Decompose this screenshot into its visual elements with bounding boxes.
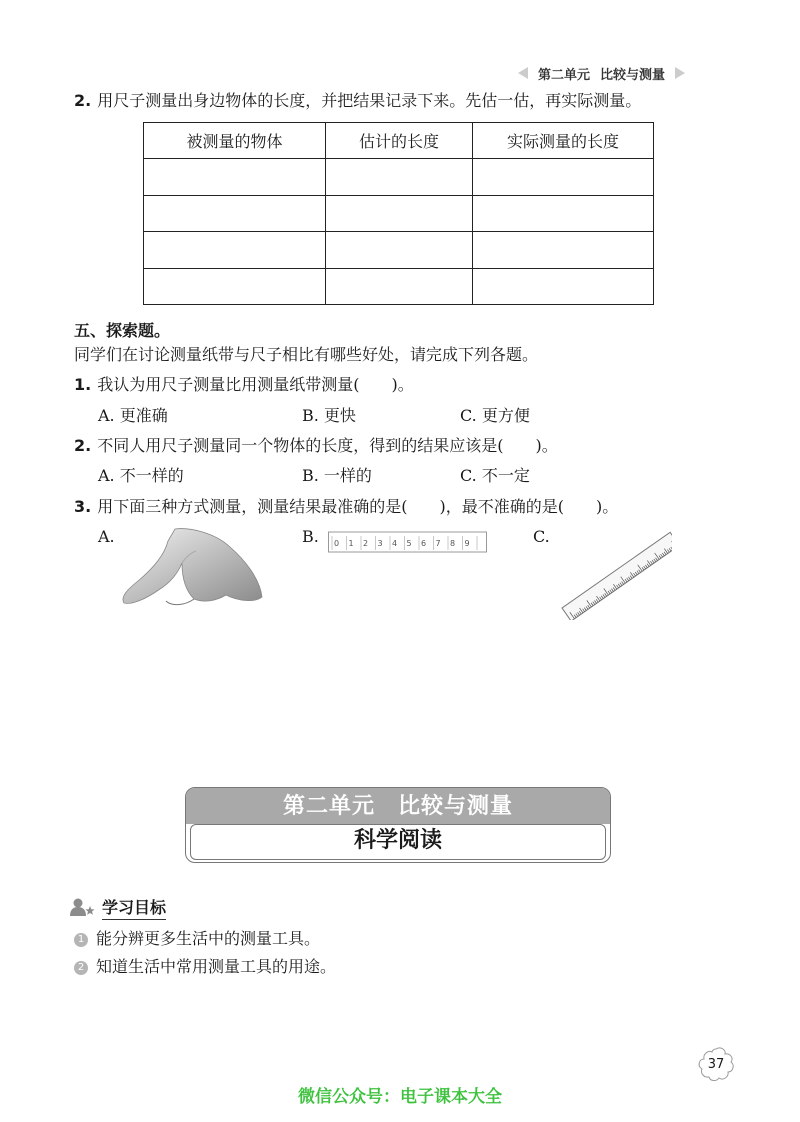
column-header: 估计的长度 bbox=[326, 123, 473, 159]
table-cell[interactable] bbox=[326, 268, 473, 305]
question-text: 我认为用尺子测量比用测量纸带测量( )。 bbox=[97, 375, 414, 394]
option-b[interactable]: B. 一样的 bbox=[302, 466, 372, 485]
table-cell[interactable] bbox=[473, 232, 654, 269]
table-cell[interactable] bbox=[473, 268, 654, 305]
question-text: 不同人用尺子测量同一个物体的长度，得到的结果应该是( )。 bbox=[97, 436, 558, 455]
strip-digit: 4 bbox=[392, 539, 398, 548]
section-title: 五、探索题。 bbox=[74, 321, 171, 340]
table-cell[interactable] bbox=[326, 232, 473, 269]
option-b[interactable]: B. 更快 bbox=[302, 406, 356, 425]
strip-digit: 6 bbox=[421, 539, 427, 548]
column-header: 被测量的物体 bbox=[144, 123, 326, 159]
table-row bbox=[144, 268, 654, 305]
page-number-text: 37 bbox=[707, 1056, 725, 1072]
strip-digit: 2 bbox=[363, 539, 369, 548]
goal-item bbox=[74, 956, 336, 978]
table-row bbox=[144, 195, 654, 232]
question-text: 用下面三种方式测量，测量结果最准确的是( )，最不准确的是( )。 bbox=[97, 497, 619, 516]
question-number: 3. bbox=[74, 497, 92, 516]
option-a[interactable]: A. 更准确 bbox=[98, 406, 168, 425]
left-triangle-icon bbox=[518, 67, 528, 79]
subquestion-2 bbox=[74, 435, 558, 457]
question-number: 1. bbox=[74, 375, 92, 394]
learning-goals-title bbox=[70, 894, 166, 920]
strip-digit: 3 bbox=[377, 539, 383, 548]
goal-number-badge: 2 bbox=[74, 961, 88, 975]
table-row bbox=[144, 232, 654, 269]
hand-span-image bbox=[120, 527, 265, 607]
option-c[interactable]: C. 更方便 bbox=[460, 406, 530, 425]
right-triangle-icon bbox=[675, 67, 685, 79]
question-number: 2. bbox=[74, 91, 92, 110]
chapter-banner bbox=[185, 787, 611, 863]
goal-item bbox=[74, 928, 320, 950]
table-header-row bbox=[144, 123, 654, 159]
ruler-image bbox=[556, 528, 672, 620]
table-cell[interactable] bbox=[144, 195, 326, 232]
page-number bbox=[696, 1046, 736, 1082]
table-cell[interactable] bbox=[144, 159, 326, 196]
option-a[interactable]: A. 不一样的 bbox=[98, 466, 184, 485]
measurement-table bbox=[143, 122, 654, 305]
banner-unit-title: 第二单元 比较与测量 bbox=[186, 788, 610, 824]
banner-subtitle: 科学阅读 bbox=[190, 824, 606, 860]
goal-text: 知道生活中常用测量工具的用途。 bbox=[96, 957, 337, 976]
table-cell[interactable] bbox=[144, 268, 326, 305]
page-header bbox=[518, 62, 728, 84]
goal-text: 能分辨更多生活中的测量工具。 bbox=[96, 929, 321, 948]
learning-goals-label: 学习目标 bbox=[102, 895, 166, 920]
strip-digit: 1 bbox=[348, 539, 354, 548]
table-row bbox=[144, 159, 654, 196]
strip-digit: 8 bbox=[450, 539, 456, 548]
table-cell[interactable] bbox=[144, 232, 326, 269]
watermark-text: 微信公众号：电子课本大全 bbox=[298, 1087, 502, 1107]
header-topic: 比较与测量 bbox=[600, 67, 666, 83]
subquestion-1 bbox=[74, 374, 414, 396]
header-unit: 第二单元 bbox=[538, 67, 591, 83]
strip-digit: 7 bbox=[435, 539, 441, 548]
strip-digit: 9 bbox=[464, 539, 470, 548]
table-cell[interactable] bbox=[473, 159, 654, 196]
option-c[interactable]: C. 不一定 bbox=[460, 466, 530, 485]
paper-strip-image bbox=[328, 530, 488, 554]
question-2 bbox=[74, 90, 641, 112]
strip-digit: 0 bbox=[334, 539, 340, 548]
section-intro: 同学们在讨论测量纸带与尺子相比有哪些好处，请完成下列各题。 bbox=[74, 345, 539, 364]
question-text: 用尺子测量出身边物体的长度，并把结果记录下来。先估一估，再实际测量。 bbox=[97, 91, 642, 110]
goal-number-badge: 1 bbox=[74, 933, 88, 947]
table-cell[interactable] bbox=[326, 195, 473, 232]
option-a-label: A. bbox=[98, 527, 115, 546]
subquestion-3 bbox=[74, 496, 618, 518]
strip-digit: 5 bbox=[406, 539, 412, 548]
table-cell[interactable] bbox=[326, 159, 473, 196]
option-c-label: C. bbox=[533, 527, 550, 546]
student-star-icon bbox=[70, 897, 96, 917]
column-header: 实际测量的长度 bbox=[473, 123, 654, 159]
question-number: 2. bbox=[74, 436, 92, 455]
option-b-label: B. bbox=[302, 527, 319, 546]
table-cell[interactable] bbox=[473, 195, 654, 232]
